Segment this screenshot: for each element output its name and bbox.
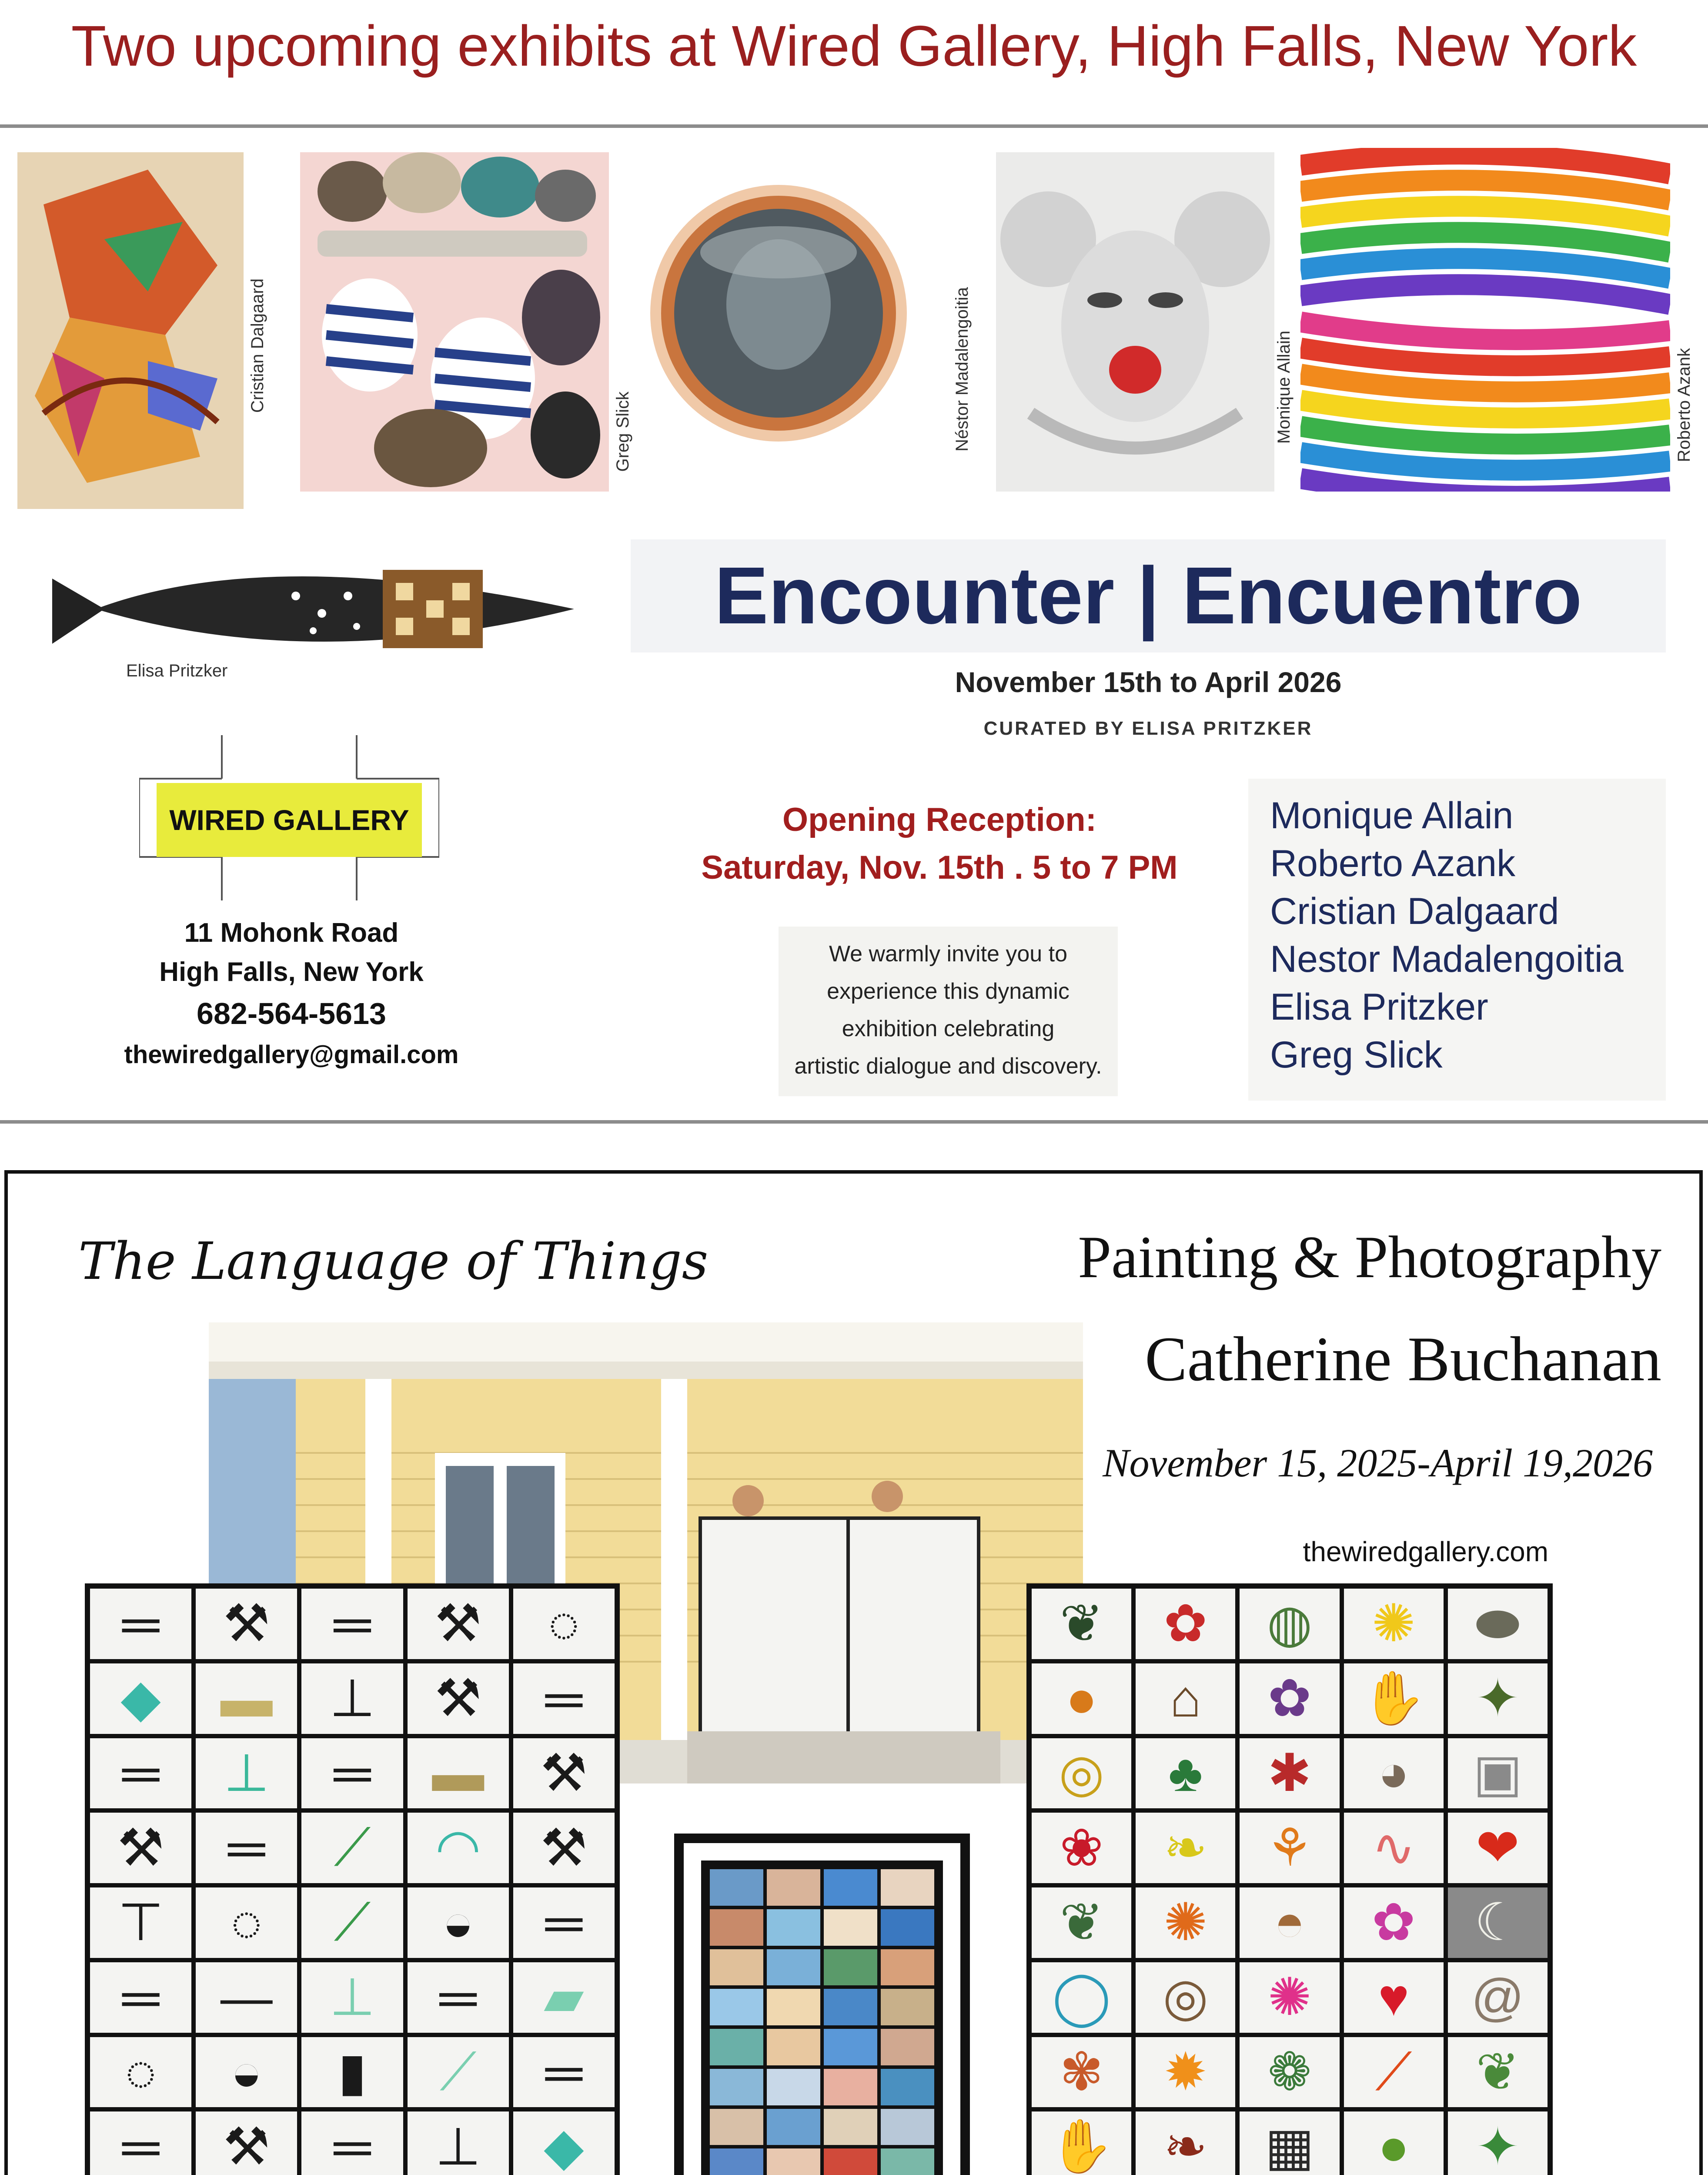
artwork-pritzker-fish: [52, 552, 574, 666]
grid-cell: ●: [1032, 1663, 1131, 1734]
grid-cell: ═: [513, 1887, 615, 1958]
grid-cell: ◆: [513, 2111, 615, 2175]
grid-cell: ◍: [1240, 1589, 1339, 1659]
grid-cell: ◯: [1032, 1962, 1131, 2033]
grid-cell: ▦: [1240, 2111, 1339, 2175]
grid-cell: ═: [408, 1962, 509, 2033]
label-allain: Monique Allain: [1274, 331, 1294, 444]
grid-cell: ◌: [513, 1589, 615, 1659]
grid-cell: ▰: [513, 1962, 615, 2033]
grid-cell: ⊥: [408, 2111, 509, 2175]
artwork-slick: [300, 152, 609, 492]
grid-cell: ⚒: [196, 2111, 297, 2175]
grid-cell: ❧: [1136, 2111, 1235, 2175]
grid-cell: ☾: [1448, 1887, 1548, 1958]
grid-cell: ❁: [1240, 2037, 1339, 2108]
language-artist: Catherine Buchanan: [1145, 1324, 1661, 1394]
grid-cell: ⊥: [301, 1663, 403, 1734]
artwork-allain: [996, 152, 1274, 492]
grid-cell: ✺: [1136, 1887, 1235, 1958]
grid-cell: ⊥: [301, 1962, 403, 2033]
grid-cell: ▬: [408, 1738, 509, 1809]
artwork-dalgaard: [17, 152, 244, 509]
grid-cell: ⊤: [90, 1887, 191, 1958]
grid-cell: ✦: [1448, 1663, 1548, 1734]
gallery-logo-text: WIRED GALLERY: [169, 804, 409, 836]
grid-cell: ❦: [1032, 1589, 1131, 1659]
grid-cell: ═: [196, 1813, 297, 1883]
reception-time: Saturday, Nov. 15th . 5 to 7 PM: [701, 849, 1178, 886]
grid-cell: ✹: [1136, 2037, 1235, 2108]
grid-cell: ✋: [1344, 1663, 1444, 1734]
artist-name: Monique Allain: [1270, 795, 1514, 837]
grid-cell: ✿: [1344, 1887, 1444, 1958]
label-azank: Roberto Azank: [1675, 348, 1694, 462]
opening-reception: [639, 796, 1240, 892]
grid-cell: ◆: [90, 1663, 191, 1734]
artist-name: Roberto Azank: [1270, 843, 1516, 884]
grid-cell: ⚒: [408, 1589, 509, 1659]
grid-cell: ═: [513, 2037, 615, 2108]
language-title: The Language of Things: [78, 1231, 709, 1291]
grid-cell: ◎: [1136, 1962, 1235, 2033]
grid-cell: ✺: [1240, 1962, 1339, 2033]
artist-name: Nestor Madalengoitia: [1270, 938, 1624, 980]
email-address: thewiredgallery@gmail.com: [124, 1041, 459, 1069]
grid-cell: ⚒: [513, 1738, 615, 1809]
grid-cell: ✾: [1032, 2037, 1131, 2108]
label-madalengoitia: Néstor Madalengoitia: [953, 287, 972, 452]
grid-cell: ⚒: [196, 1589, 297, 1659]
grid-cell: ⚒: [90, 1813, 191, 1883]
gallery-url: thewiredgallery.com: [1303, 1536, 1548, 1567]
grid-cell: ◕: [1344, 1738, 1444, 1809]
grid-cell: ◌: [196, 1887, 297, 1958]
grid-cell: ═: [513, 1663, 615, 1734]
grid-cell: ♣: [1136, 1738, 1235, 1809]
grid-cell: ❤: [1448, 1813, 1548, 1883]
artwork-madalengoitia: [648, 183, 909, 444]
grid-cell: ✺: [1344, 1589, 1444, 1659]
address-street: 11 Mohonk Road: [184, 918, 399, 948]
grid-cell: ◒: [196, 2037, 297, 2108]
grid-cell: ⟋: [1344, 2037, 1444, 2108]
grid-cell: ⚒: [408, 1663, 509, 1734]
grid-cell: ◌: [90, 2037, 191, 2108]
invite-line: artistic dialogue and discovery.: [794, 1054, 1102, 1079]
artist-name: Elisa Pritzker: [1270, 986, 1488, 1028]
grid-cell: ▣: [1448, 1738, 1548, 1809]
grid-cell: ◎: [1032, 1738, 1131, 1809]
painting-grid-nature: [1026, 1583, 1553, 2175]
grid-cell: ◒: [408, 1887, 509, 1958]
grid-cell: ⚘: [1240, 1813, 1339, 1883]
grid-cell: ✿: [1136, 1589, 1235, 1659]
exhibit-title: Encounter | Encuentro: [631, 539, 1666, 652]
grid-cell: ═: [90, 1738, 191, 1809]
grid-cell: ═: [90, 1589, 191, 1659]
language-dates: November 15, 2025-April 19,2026: [1103, 1441, 1653, 1485]
grid-cell: ⟋: [408, 2037, 509, 2108]
exhibit-dates: November 15th to April 2026: [955, 666, 1342, 698]
grid-cell: ⬬: [1448, 1589, 1548, 1659]
grid-cell: @: [1448, 1962, 1548, 2033]
grid-cell: ═: [301, 2111, 403, 2175]
grid-cell: ✋: [1032, 2111, 1131, 2175]
grid-cell: ✱: [1240, 1738, 1339, 1809]
grid-cell: ⊥: [196, 1738, 297, 1809]
middle-divider: [0, 1120, 1708, 1124]
label-pritzker: Elisa Pritzker: [126, 661, 228, 680]
grid-cell: ▬: [196, 1663, 297, 1734]
grid-cell: ●: [1344, 2111, 1444, 2175]
grid-cell: ⚒: [513, 1813, 615, 1883]
artist-name: Greg Slick: [1270, 1034, 1443, 1076]
grid-cell: ❦: [1032, 1887, 1131, 1958]
curator-line: CURATED BY ELISA PRITZKER: [983, 718, 1313, 739]
grid-cell: ═: [90, 1962, 191, 2033]
label-slick: Greg Slick: [613, 392, 632, 472]
grid-cell: ◓: [1240, 1887, 1339, 1958]
framed-photo-collage: [674, 1834, 970, 2175]
gallery-contact: [57, 914, 526, 1074]
grid-cell: ◠: [408, 1813, 509, 1883]
page-headline: Two upcoming exhibits at Wired Gallery, High Falls, New York: [71, 14, 1637, 78]
grid-cell: —: [196, 1962, 297, 2033]
grid-cell: ✿: [1240, 1663, 1339, 1734]
painting-grid-tools: [85, 1583, 620, 2175]
language-subtitle: Painting & Photography: [1078, 1224, 1661, 1290]
grid-cell: ♥: [1344, 1962, 1444, 2033]
invite-line: experience this dynamic: [827, 979, 1070, 1004]
grid-cell: ═: [301, 1738, 403, 1809]
grid-cell: ▮: [301, 2037, 403, 2108]
phone-number: 682-564-5613: [197, 997, 386, 1031]
invitation-text: [779, 927, 1118, 1096]
label-dalgaard: Cristian Dalgaard: [248, 278, 267, 413]
grid-cell: ⟋: [301, 1887, 403, 1958]
reception-label: Opening Reception:: [782, 801, 1096, 838]
grid-cell: ❦: [1448, 2037, 1548, 2108]
address-city: High Falls, New York: [159, 957, 424, 987]
top-divider: [0, 124, 1708, 128]
grid-cell: ⟋: [301, 1813, 403, 1883]
grid-cell: ═: [301, 1589, 403, 1659]
grid-cell: ✦: [1448, 2111, 1548, 2175]
grid-cell: ❀: [1032, 1813, 1131, 1883]
grid-cell: ❧: [1136, 1813, 1235, 1883]
artist-list: [1248, 779, 1666, 1101]
artwork-azank: [1300, 148, 1670, 492]
invite-line: exhibition celebrating: [842, 1016, 1055, 1041]
grid-cell: ⌂: [1136, 1663, 1235, 1734]
invite-line: We warmly invite you to: [829, 941, 1068, 967]
artist-name: Cristian Dalgaard: [1270, 890, 1559, 932]
grid-cell: ∿: [1344, 1813, 1444, 1883]
grid-cell: ═: [90, 2111, 191, 2175]
